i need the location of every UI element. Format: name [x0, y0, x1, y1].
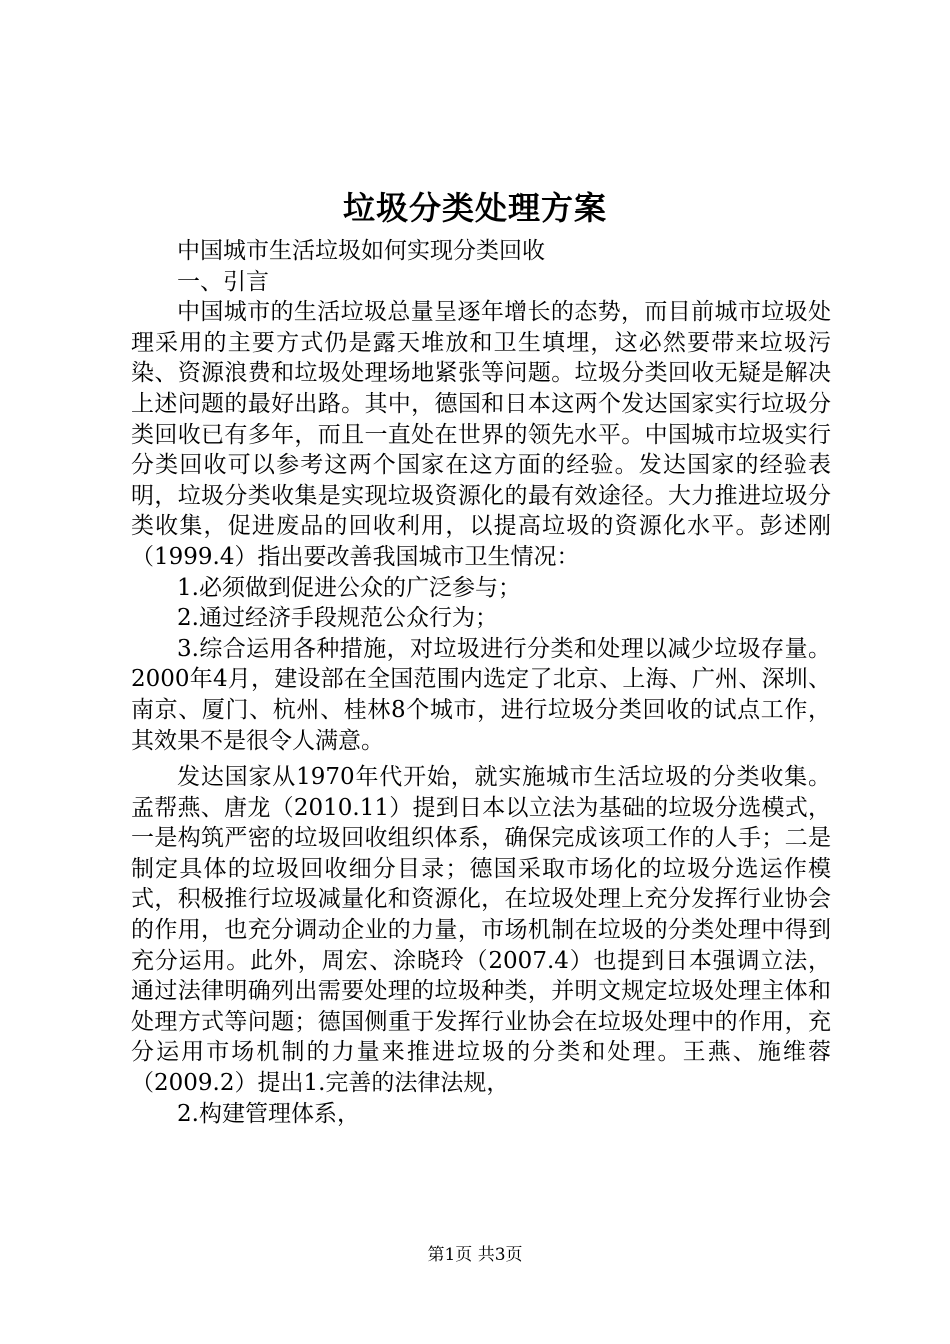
body-paragraph: 中国城市的生活垃圾总量呈逐年增长的态势，而目前城市垃圾处理采用的主要方式仍是露天堆放和卫生填埋，这必然要带来垃圾污染、资源浪费和垃圾处理场地紧张等问题。垃圾分类回收无疑是解决上述问题的最好出路。其中，德国和日本这两个发达国家实行垃圾分类回收已有多年，而且一直处在世界的领先水平。中国城市垃圾实行分类回收可以参考这两个国家在这方面的经验。发达国家的经验表明，垃圾分类收集是实现垃圾资源化的最有效途径。大力推进垃圾分类收集，促进废品的回收利用，以提高垃圾的资源化水平。彭述刚（1999.4）指出要改善我国城市卫生情况： [131, 299, 831, 570]
body-paragraph: 发达国家从1970年代开始，就实施城市生活垃圾的分类收集。孟帮燕、唐龙（2010.11）提到日本以立法为基础的垃圾分选模式，一是构筑严密的垃圾回收组织体系，确保完成该项工作的人手；二是制定具体的垃圾回收细分目录；德国采取市场化的垃圾分选运作模式，积极推行垃圾减量化和资源化，在垃圾处理上充分发挥行业协会的作用，也充分调动企业的力量，市场机制在垃圾的分类处理中得到充分运用。此外，周宏、涂晓玲（2007.4）也提到日本强调立法，通过法律明确列出需要处理的垃圾种类，并明文规定垃圾处理主体和处理方式等问题；德国侧重于发挥行业协会在垃圾处理中的作用，充分运用市场机制的力量来推进垃圾的分类和处理。王燕、施维蓉（2009.2）提出1.完善的法律法规， [131, 764, 831, 1097]
list-item: 2.构建管理体系， [177, 1100, 360, 1127]
list-item: 1.必须做到促进公众的广泛参与； [177, 574, 521, 601]
list-item: 3.综合运用各种措施，对垃圾进行分类和处理以减少垃圾存量。2000年4月，建设部在全国范围内选定了北京、上海、广州、深圳、南京、厦门、杭州、桂林8个城市，进行垃圾分类回收的试点工作，其效果不是很令人满意。 [131, 635, 831, 754]
list-item: 2.通过经济手段规范公众行为； [177, 605, 498, 632]
document-body [131, 236, 831, 1129]
page-footer: 第1页 共3页 [427, 1245, 523, 1265]
document-title: 垃圾分类处理方案 [342, 189, 607, 227]
section-heading: 一、引言 [177, 268, 269, 295]
subtitle-paragraph: 中国城市生活垃圾如何实现分类回收 [177, 238, 545, 264]
